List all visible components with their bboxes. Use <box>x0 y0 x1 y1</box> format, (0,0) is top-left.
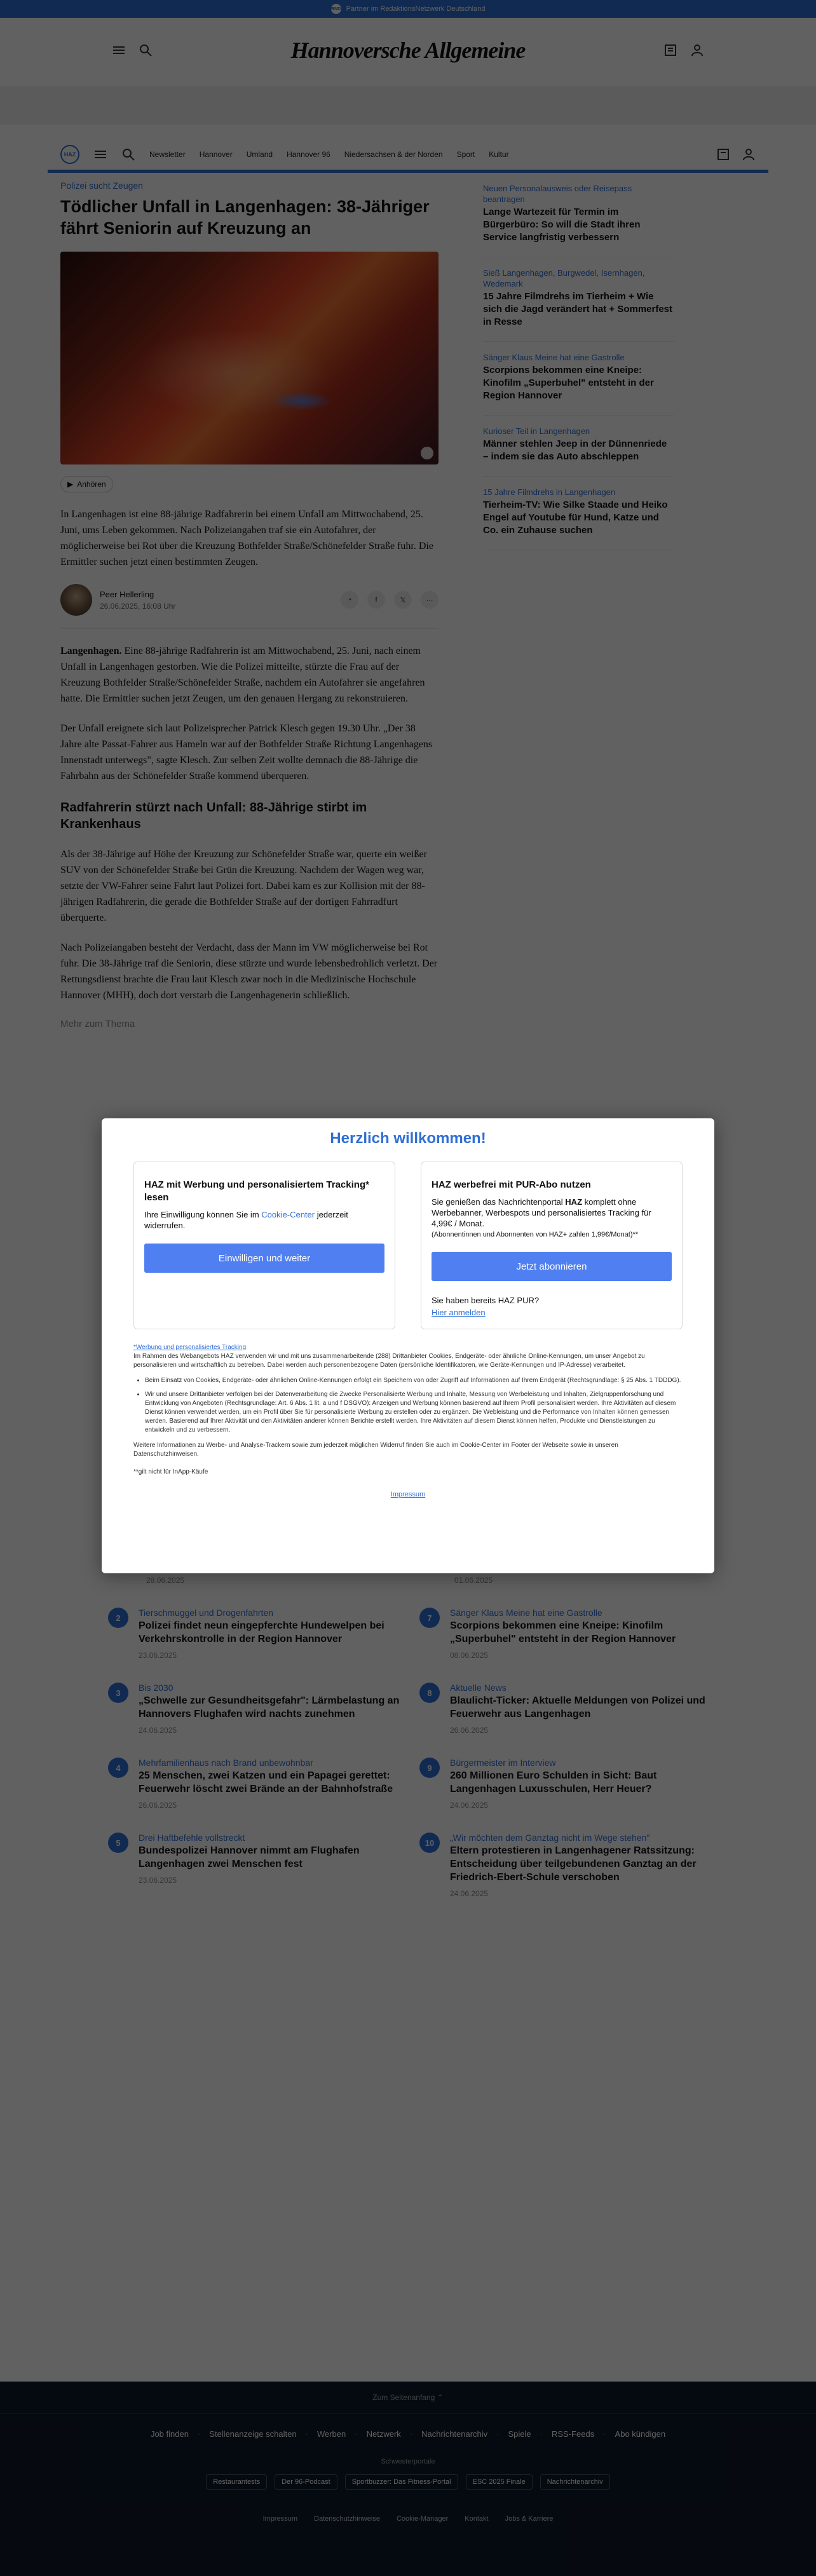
price-note: (Abonnentinnen und Abonnenten von HAZ+ zahlen 1,99€/Monat)** <box>432 1231 639 1238</box>
modal-title: Herzlich willkommen! <box>330 1130 486 1147</box>
option-title: HAZ mit Werbung und personalisiertem Tracking* lesen <box>144 1179 369 1203</box>
consent-modal <box>102 1118 714 1573</box>
subscribe-option-card <box>421 1162 683 1329</box>
subscribe-button[interactable]: Jetzt abonnieren <box>432 1252 672 1281</box>
imprint-link[interactable]: Impressum <box>390 1491 426 1498</box>
accept-button[interactable]: Einwilligen und weiter <box>144 1244 384 1273</box>
option-text: Sie genießen das Nachrichtenportal HAZ komplett ohne Werbebanner, Werbespots und personalisiertes Tracking für 4,99€ / Monat. <box>432 1197 651 1228</box>
consent-legal-text: *Werbung und personalisiertes Tracking Im Rahmen des Webangebots HAZ verwenden wir und mit uns zusammenarbeitende (288) Drittanbieter Cookies, Endgeräte- oder ähnliche Online-Kennungen, um unser Angebot zu personalisieren und wirtschaftlich zu betreiben. Dabei werden auch personenbezogene Daten (persönliche Identifikatoren, wie Geräte-Kennungen und IP-Adresse) verarbeitet. • Beim Einsatz von Cookies, Endgeräte- oder ähnlichen Online-Kennungen erfolgt ein Speichern von oder Zugriff auf Informationen auf Ihrem Endgerät (Rechtsgrundlage: § 25 Abs. 1 TDDDG). • Wir und unsere Drittanbieter verfolgen bei der Datenverarbeitung die Zwecke Personalisierte Werbung und Inhalte, Messung von Werbeleistung und Inhalten, Zielgruppenforschung und Entwicklung von Angeboten (Rechtsgrundlage: Art. 6 Abs. 1 lit. a und f DSGVO): Anzeigen und Werbung können basierend auf Ihrem Profil personalisiert werden. Ihre Aktivitäten auf diesem Dienst können verwendet werden, um ein Profil über Sie für personalisierte Werbung zu erstellen oder zu ergänzen. Die Webleistung und die Performance von Inhalten können gemessen werden. Basierend auf Ihrer Aktivität und den Aktivitäten anderer können Berichte erstellt werden. Ihre Aktivitäten auf diesem Dienst können helfen, Produkte und Dienstleistungen zu entwickeln und zu verbessern. Weitere Informationen zu Werbe- und Analyse-Trackern sowie zum jederzeit möglichen Widerruf finden Sie auch im Cookie-Center im Footer der Webseite sowie in unseren Datenschutzhinweisen. **gilt nicht für InApp-Käufe <box>133 1343 683 1477</box>
already-subscribed-text: Sie haben bereits HAZ PUR? <box>432 1296 540 1305</box>
legal-heading[interactable]: *Werbung und personalisiertes Tracking <box>133 1344 247 1351</box>
option-text: Ihre Einwilligung können Sie im Cookie-Center jederzeit widerrufen. <box>144 1210 348 1230</box>
consent-option-card <box>133 1162 395 1329</box>
cookie-center-link[interactable]: Cookie-Center <box>261 1210 315 1219</box>
option-title: HAZ werbefrei mit PUR-Abo nutzen <box>432 1179 591 1190</box>
login-link[interactable]: Hier anmelden <box>432 1308 486 1317</box>
